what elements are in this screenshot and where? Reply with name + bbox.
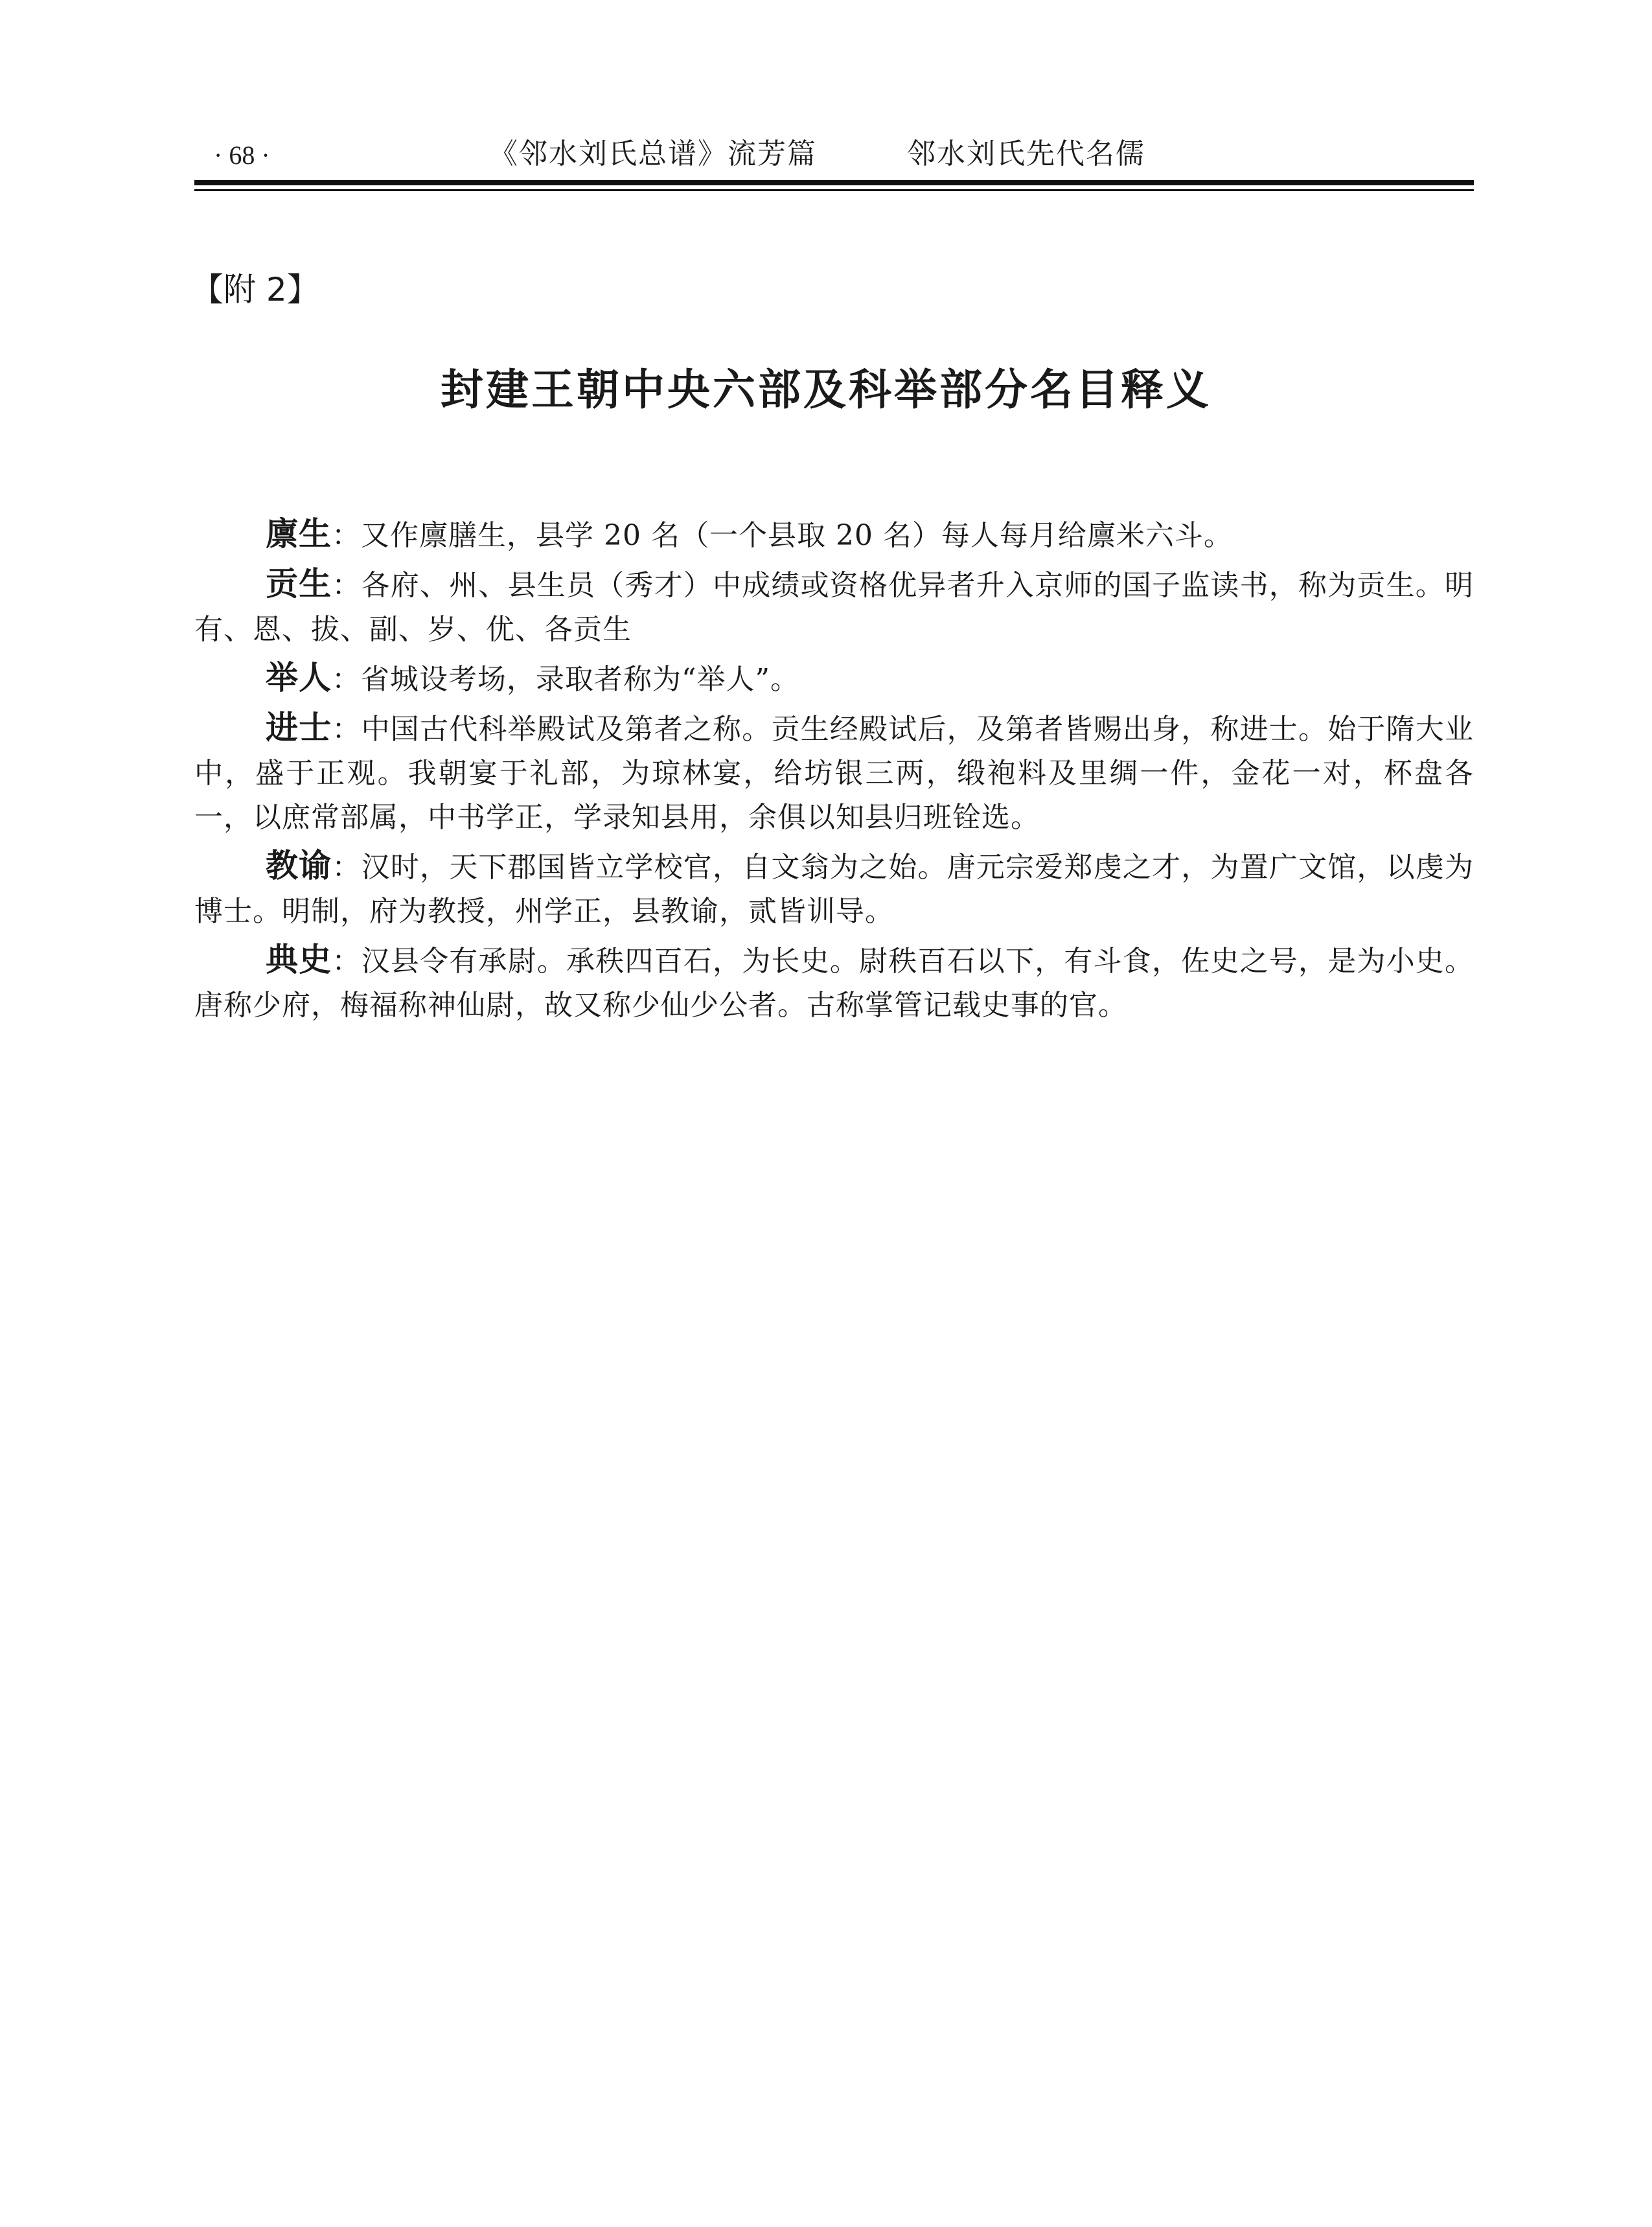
header-rule-thick [194, 180, 1474, 185]
glossary-entry [194, 656, 1474, 702]
glossary-entry [194, 706, 1474, 840]
glossary-entry [194, 512, 1474, 558]
document-title: 封建王朝中央六部及科举部分名目释义 [441, 365, 1211, 415]
glossary-definition: ：中国古代科举殿试及第者之称。贡生经殿试后，及第者皆赐出身，称进士。始于隋大业中，盛于正观。我朝宴于礼部，为琼林宴，给坊银三两，缎袍料及里绸一件，金花一对，杯盘各一，以庶常部属，中书学正，学录知县用，余俱以知县归班铨选。 [194, 713, 1474, 834]
glossary-entry [194, 938, 1474, 1028]
book-title: 《邻水刘氏总谱》流芳篇 [489, 137, 817, 170]
glossary-definition: ：又作廪膳生，县学 20 名（一个县取 20 名）每人每月给廪米六斗。 [332, 519, 1233, 552]
section-title: 邻水刘氏先代名儒 [907, 137, 1145, 170]
glossary-definition: ：各府、州、县生员（秀才）中成绩或资格优异者升入京师的国子监读书，称为贡生。明有、恩、拔、副、岁、优、各贡生 [194, 569, 1474, 646]
glossary-term: 典史 [266, 941, 332, 978]
glossary-entry [194, 844, 1474, 934]
header-rule-thin [194, 189, 1474, 191]
page-number: · 68 · [214, 141, 270, 170]
glossary-term: 教谕 [266, 847, 332, 884]
glossary-definition: ：汉县令有承尉。承秩四百石，为长史。尉秩百石以下，有斗食，佐史之号，是为小史。唐称少府，梅福称神仙尉，故又称少仙少公者。古称掌管记载史事的官。 [194, 945, 1474, 1022]
glossary-term: 贡生 [266, 565, 332, 603]
glossary-body [194, 512, 1474, 1032]
appendix-label: 【附 2】 [191, 271, 319, 308]
glossary-term: 进士 [266, 709, 332, 746]
glossary-term: 廪生 [266, 515, 332, 553]
glossary-definition: ：省城设考场，录取者称为“举人”。 [332, 663, 799, 696]
glossary-entry [194, 562, 1474, 652]
glossary-definition: ：汉时，天下郡国皆立学校官，自文翁为之始。唐元宗爱郑虔之才，为置广文馆，以虔为博士。明制，府为教授，州学正，县教谕，贰皆训导。 [194, 851, 1474, 928]
running-header [194, 133, 1474, 178]
glossary-term: 举人 [266, 659, 332, 697]
